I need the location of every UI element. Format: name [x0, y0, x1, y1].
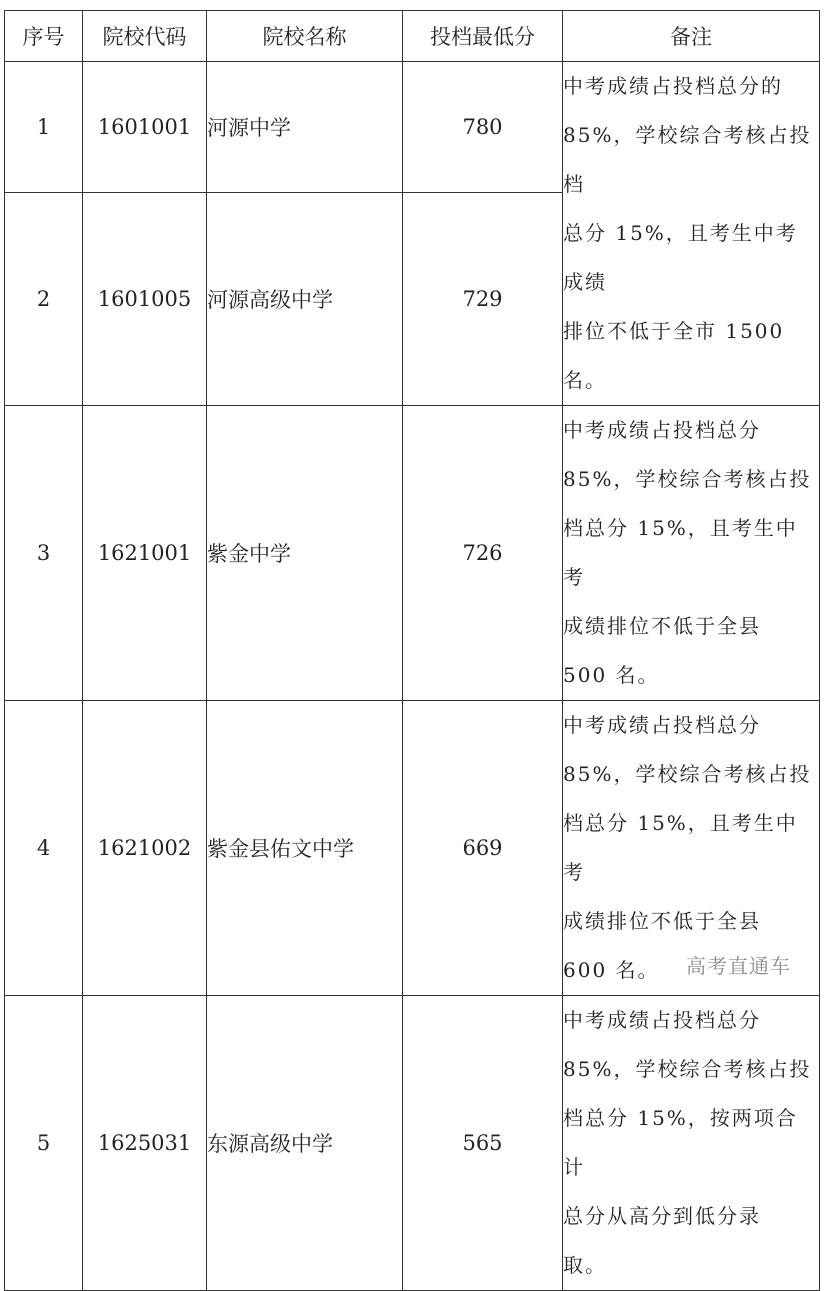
admission-score-table [4, 10, 820, 1291]
serial-cell: 2 [5, 192, 83, 405]
remarks-line: 取。 [563, 1253, 607, 1277]
school-name-cell: 河源高级中学 [207, 192, 403, 405]
school-name-cell: 紫金县佑文中学 [207, 701, 403, 996]
school-code-cell: 1601005 [83, 192, 207, 405]
school-name-cell: 东源高级中学 [207, 996, 403, 1291]
table-header-row [5, 11, 820, 62]
watermark-text: 高考直通车 [686, 954, 791, 978]
school-code-cell: 1621002 [83, 701, 207, 996]
school-code-cell: 1601001 [83, 62, 207, 193]
header-school-name: 院校名称 [207, 11, 403, 62]
remarks-line: 总分 15%，且考生中考成绩 [563, 221, 798, 294]
remarks-line: 成绩排位不低于全县 [563, 614, 761, 638]
remarks-line: 排位不低于全市 1500 名。 [563, 319, 785, 392]
remarks-line: 中考成绩占投档总分 [563, 713, 761, 737]
remarks-line: 中考成绩占投档总分 [563, 1008, 761, 1032]
header-serial: 序号 [5, 11, 83, 62]
remarks-line: 总分从高分到低分录 [563, 1204, 761, 1228]
header-min-score: 投档最低分 [403, 11, 563, 62]
table-row [5, 406, 820, 701]
min-score-cell: 780 [403, 62, 563, 193]
remarks-line: 中考成绩占投档总分的 [563, 74, 783, 98]
school-name-cell: 紫金中学 [207, 406, 403, 701]
school-code-cell: 1621001 [83, 406, 207, 701]
remarks-line: 85%，学校综合考核占投档 [563, 123, 812, 196]
remarks-line: 成绩排位不低于全县 [563, 909, 761, 933]
min-score-cell: 726 [403, 406, 563, 701]
school-code-cell: 1625031 [83, 996, 207, 1291]
serial-cell: 5 [5, 996, 83, 1291]
remarks-line: 85%，学校综合考核占投 [563, 762, 812, 786]
remarks-cell [563, 996, 820, 1291]
remarks-line: 档总分 15%，按两项合计 [563, 1106, 798, 1179]
remarks-line: 85%，学校综合考核占投 [563, 467, 812, 491]
header-school-code: 院校代码 [83, 11, 207, 62]
remarks-cell [563, 62, 820, 406]
remarks-line: 档总分 15%，且考生中考 [563, 516, 798, 589]
table-row [5, 62, 820, 193]
remarks-line: 500 名。 [563, 663, 660, 687]
remarks-line: 600 名。 [563, 958, 660, 982]
min-score-cell: 729 [403, 192, 563, 405]
serial-cell: 3 [5, 406, 83, 701]
min-score-cell: 565 [403, 996, 563, 1291]
table-row [5, 996, 820, 1291]
remarks-cell [563, 406, 820, 701]
remarks-line: 档总分 15%，且考生中考 [563, 811, 798, 884]
remarks-line: 85%，学校综合考核占投 [563, 1057, 812, 1081]
serial-cell: 4 [5, 701, 83, 996]
min-score-cell: 669 [403, 701, 563, 996]
serial-cell: 1 [5, 62, 83, 193]
header-remarks: 备注 [563, 11, 820, 62]
school-name-cell: 河源中学 [207, 62, 403, 193]
remarks-line: 中考成绩占投档总分 [563, 418, 761, 442]
